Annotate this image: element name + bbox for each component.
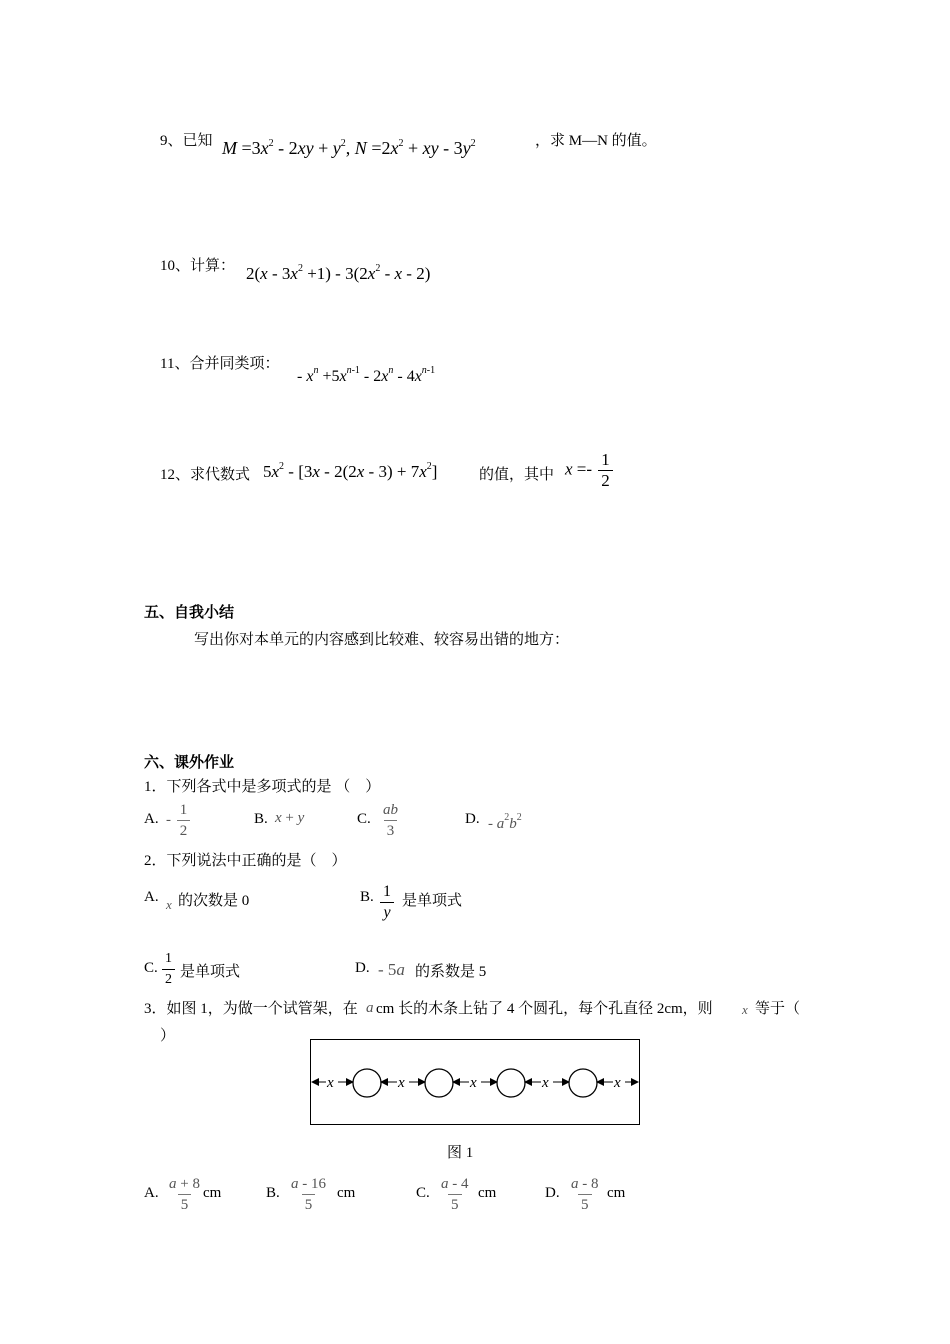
hw1-option-d-label: D. [465,811,480,827]
hw3-option-d-frac: $\frac{a - 8}{5}$ [571,1176,599,1213]
gap-label-3: x [470,1075,477,1091]
hw1-option-b-label: B. [254,811,268,827]
gap-label-2: x [398,1075,405,1091]
hw2-option-c-text: 是单项式 [180,964,241,980]
q9-label: 9、已知 [160,133,213,149]
hw2-option-b-label: B. [360,889,374,905]
q12-mid: 的值，其中 [479,467,555,483]
hw2-stem: 2．下列说法中正确的是（ ） [144,853,347,869]
q9-tail: ，求 M—N 的值。 [535,133,657,149]
q9-formula: $M =3x^2 - 2xy + y^2$, $N =2x^2$ + xy - $3y^2$ [222,138,476,158]
hw1-option-d: - $a^2b^2$ [488,812,522,832]
hw2-option-a-text: 的次数是 0 [178,893,250,909]
hw3-stem-line2: ） [160,1028,176,1044]
figure-1-board [310,1039,640,1125]
hw3-option-b-label: B. [266,1185,280,1201]
hw3-option-a-unit: cm [203,1185,222,1201]
hw3-option-a-label: A. [144,1185,159,1201]
hw3-option-c-frac: $\frac{a - 4}{5}$ [441,1176,469,1213]
hw3-option-d-label: D. [545,1185,560,1201]
hole-2 [425,1069,453,1097]
hw2-option-b-text: 是单项式 [402,893,463,909]
hole-3 [497,1069,525,1097]
hw2-option-d-text: 的系数是 5 [415,964,487,980]
hw3-option-c-unit: cm [478,1185,497,1201]
q11-formula: - $x^n +5x^{n-1} - 2x^n - 4x^{n-1}$ [297,365,436,385]
hw1-option-a-label: A. [144,811,159,827]
hw1-option-b: x + y [275,810,305,826]
hw3-stem-tail: 等于（ [755,1001,801,1017]
hw3-stem: 3．如图 1，为做一个试管架，在 [144,1001,358,1017]
hw1-option-c-label: C. [357,811,371,827]
gap-label-1: x [327,1075,334,1091]
hw1-option-c: $\frac{ab}{3}$ [383,802,398,839]
q12-label: 12、求代数式 [160,467,251,483]
hw2-option-c-frac: $\frac{1}{2}$ [160,949,177,990]
hw2-option-a-label: A. [144,889,159,905]
hw2-option-a-var: x [166,897,172,912]
section6-title: 六、课外作业 [144,755,235,771]
hole-4 [569,1069,597,1097]
hw3-option-d-unit: cm [607,1185,626,1201]
hw3-stem-mid: cm 长的木条上钻了 4 个圆孔，每个孔直径 2cm，则 [376,1001,713,1017]
hw3-option-b-unit: cm [337,1185,356,1201]
hw1-option-a: - $\frac{1}{2}$ [166,800,192,841]
q10-formula: $2(x - 3x^2 +1) - 3(2x^2 - x - 2)$ [246,263,431,283]
q12-value: x =- $\frac{1}{2}$ [565,450,615,491]
hw3-option-c-label: C. [416,1185,430,1201]
hw3-stem-var-x: x [742,1002,748,1017]
q11-label: 11、合并同类项： [160,356,280,372]
hw3-option-b-frac: $\frac{a - 16}{5}$ [291,1176,326,1213]
hw3-option-a-frac: $\frac{a + 8}{5}$ [169,1176,200,1213]
section5-body: 写出你对本单元的内容感到比较难、较容易出错的地方： [194,632,570,648]
hw2-option-b-frac: $\frac{1}{y}$ [378,882,396,923]
hw2-option-d-expr: - 5a [378,960,405,979]
section5-title: 五、自我小结 [144,605,235,621]
gap-label-4: x [542,1075,549,1091]
hw2-option-c-label: C. [144,960,158,976]
hole-1 [353,1069,381,1097]
hw1-stem: 1．下列各式中是多项式的是 （ ） [144,779,381,795]
hw2-option-d-label: D. [355,960,370,976]
figure-1-drawing [310,1039,640,1125]
figure-1-caption: 图 1 [447,1145,474,1161]
q12-formula: $5x^2 - [3x - 2(2x - 3) + 7x^2]$ [263,461,438,481]
q10-label: 10、计算： [160,258,236,274]
hw3-stem-var-a: a [366,1000,374,1016]
gap-label-5: x [614,1075,621,1091]
